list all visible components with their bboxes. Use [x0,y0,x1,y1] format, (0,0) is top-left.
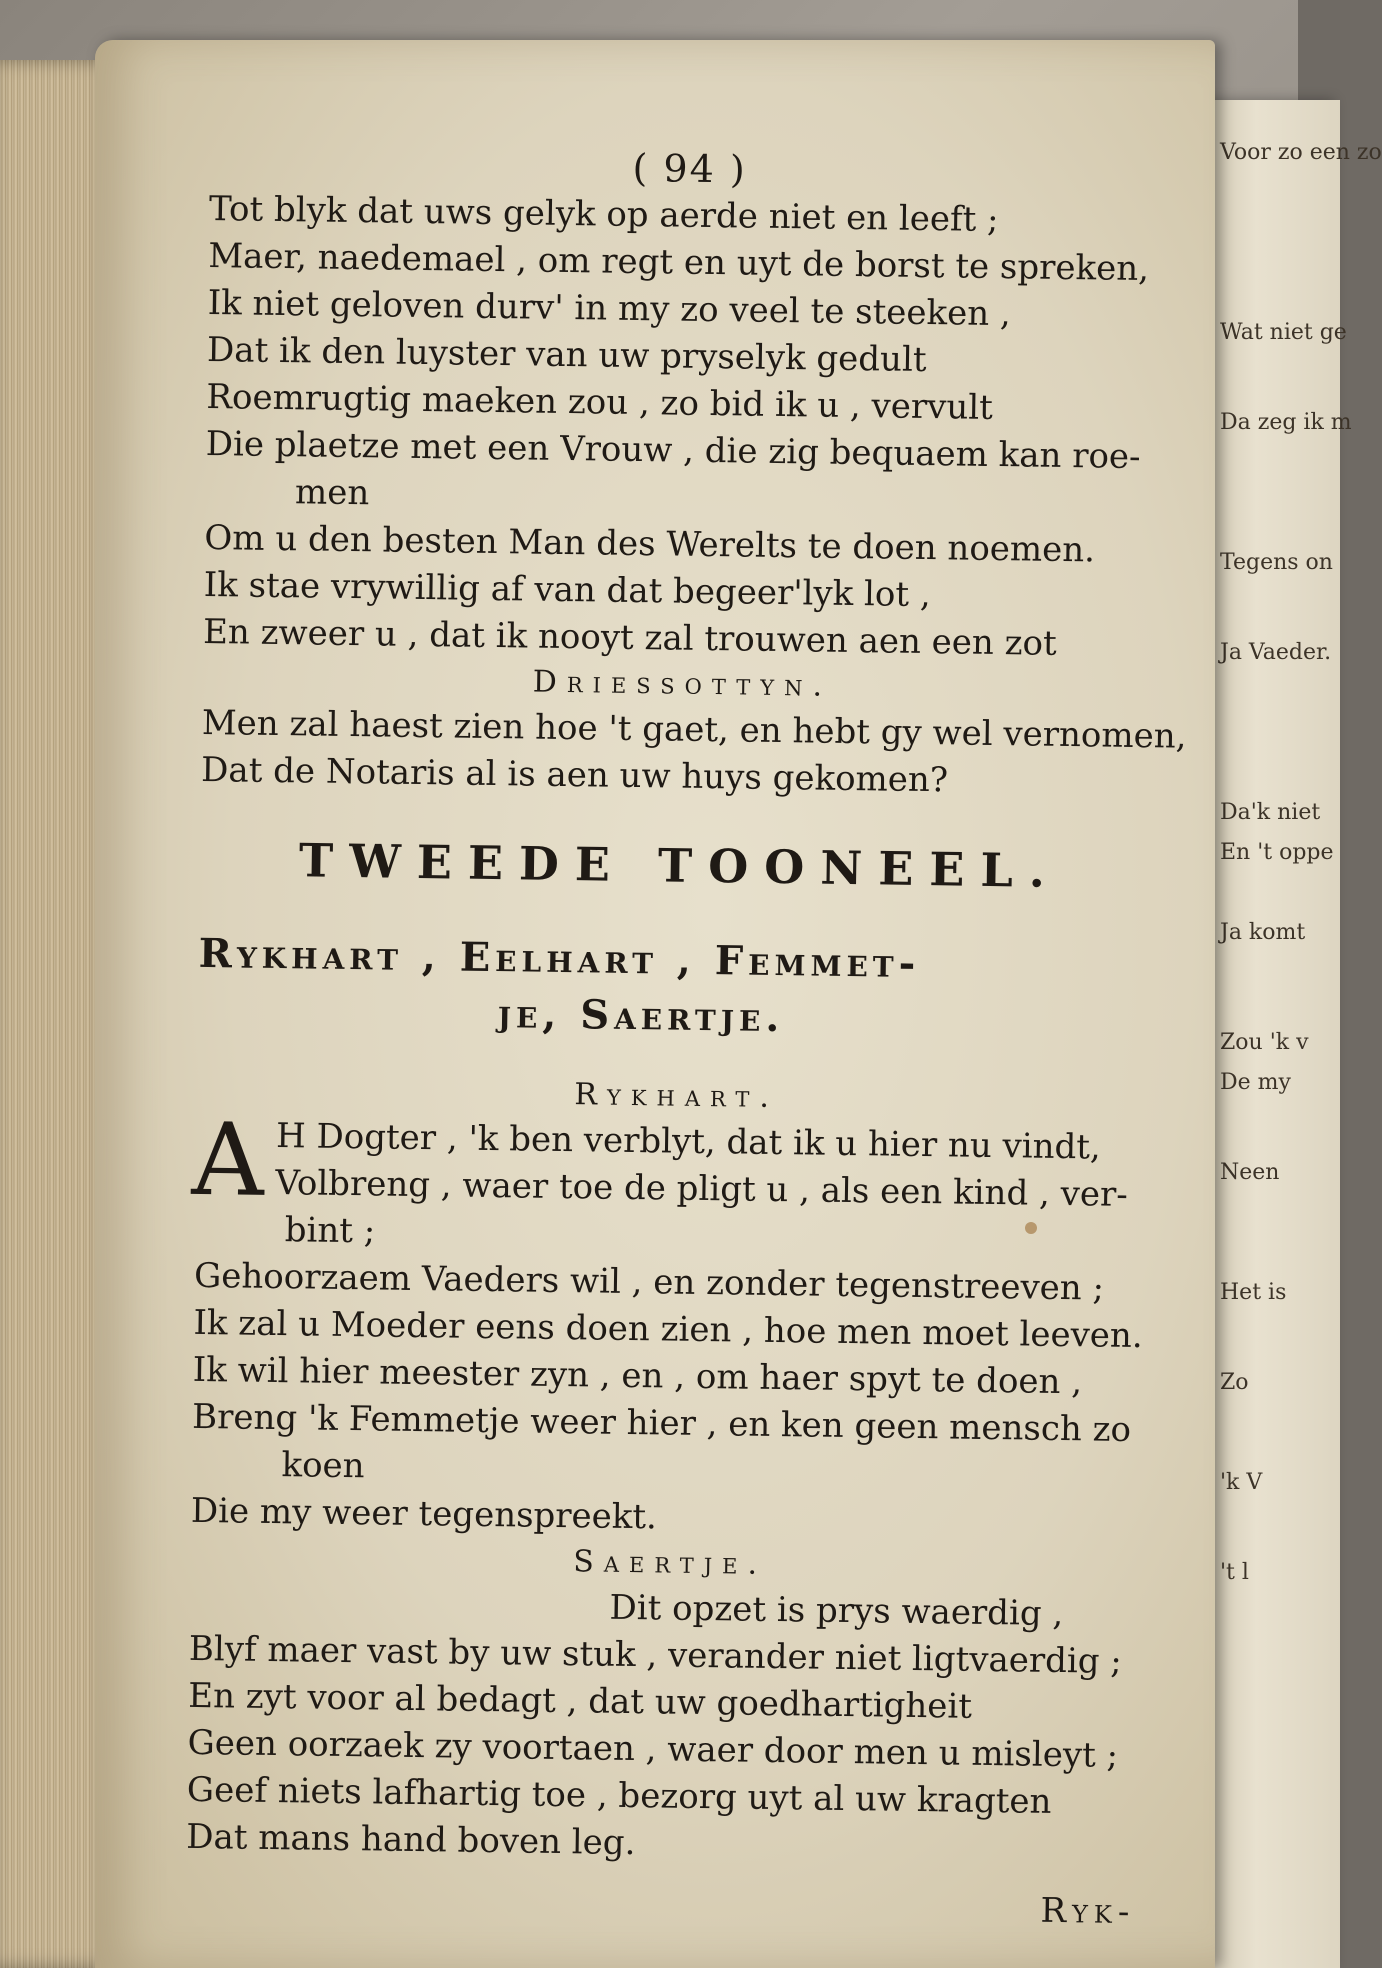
page-text [185,140,1187,1933]
characters-list: Rykhart , Eelhart , Femmet- [198,929,921,987]
facing-fragment: 't l [1220,1560,1249,1585]
verse-line: Ik zal u Moeder eens doen zien , hoe men moet leeven. [193,1302,1143,1357]
verse-line: Blyf maer vast by uw stuk , verander niet ligtvaerdig ; [188,1628,1123,1682]
verse-line: koen [281,1445,365,1487]
speaker-name: Rykhart. [574,1077,780,1116]
facing-fragment: Neen [1220,1160,1280,1185]
verse-line: Geef niets lafhartig toe , bezorg uyt al uw kragten [186,1769,1052,1822]
facing-fragment: Da'k niet [1220,800,1321,825]
verse-line: men [294,472,370,514]
verse-line: Ik stae vrywillig af van dat begeer'lyk lot , [203,564,931,616]
catchword: Ryk- [1040,1890,1136,1933]
verse-line: Om u den besten Man des Werelts te doen noemen. [204,517,1096,571]
verse-line: Tot blyk dat uws gelyk op aerde niet en leeft ; [208,188,999,241]
facing-fragment: Da zeg ik m [1220,410,1352,435]
facing-fragment: Zo [1220,1370,1249,1395]
verse-line: Die plaetze met een Vrouw , die zig bequaem kan roe- [205,423,1141,478]
facing-fragment: Tegens on [1220,550,1333,575]
verse-line: Dat de Notaris al is aen uw huys gekomen? [200,749,949,801]
facing-fragment: Wat niet ge [1220,320,1347,345]
verse-line: Ik niet geloven durv' in my zo veel te steeken , [207,282,1012,335]
scene-heading: TWEEDE TOONEEL. [298,833,1062,898]
facing-fragment: Zou 'k v [1220,1030,1309,1055]
verse-line: Die my weer tegenspreekt. [190,1490,658,1538]
verse-line: En zweer u , dat ik nooyt zal trouwen aen een zot [202,611,1057,664]
verse-line: Dit opzet is prys waerdig , [609,1587,1064,1635]
verse-line: Breng 'k Femmetje weer hier , en ken geen mensch zo [191,1396,1132,1450]
facing-fragment: Het is [1220,1280,1287,1305]
facing-fragment: Ja Vaeder. [1220,640,1332,665]
facing-fragment: Ja komt [1220,920,1306,945]
verse-line: Men zal haest zien hoe 't gaet, en hebt gy wel vernomen, [201,702,1187,757]
facing-fragment: En 't oppe [1220,840,1334,865]
verse-line: En zyt voor al bedagt , dat uw goedhartigheit [187,1675,973,1727]
verse-line: Geen oorzaek zy voortaen , waer door men u misleyt ; [187,1722,1119,1776]
speech-opening [190,1100,1156,1219]
speaker-name: Saertje. [573,1544,768,1582]
verse-line: bint ; [284,1210,376,1252]
facing-fragment: 'k V [1220,1470,1263,1495]
drop-cap: A [190,1100,265,1219]
verse-line: Dat mans hand boven leg. [186,1816,636,1864]
verse-line: H Dogter , 'k ben verblyt, dat ik u hier nu vindt, [275,1116,1102,1168]
facing-fragment: Voor zo een zo [1220,140,1382,165]
verse-line: Roemrugtig maeken zou , zo bid ik u , vervult [206,376,994,428]
facing-page [1200,100,1382,1968]
verse-line: Gehoorzaem Vaeders wil , en zonder tegenstreeven ; [193,1255,1105,1309]
verse-line: Maer, naedemael , om regt en uyt de borst te spreken, [208,235,1150,290]
facing-fragment: De my [1220,1070,1291,1095]
verse-line: Ik wil hier meester zyn , en , om haer spyt te doen , [192,1349,1083,1403]
verse-line: Dat ik den luyster van uw pryselyk gedult [206,329,927,381]
characters-list: je, Saertje. [497,990,785,1042]
speaker-name: Driessottyn. [532,664,833,704]
verse-line: Volbreng , waer toe de pligt u , als een kind , ver- [275,1163,1128,1215]
page-number: ( 94 ) [632,145,748,192]
